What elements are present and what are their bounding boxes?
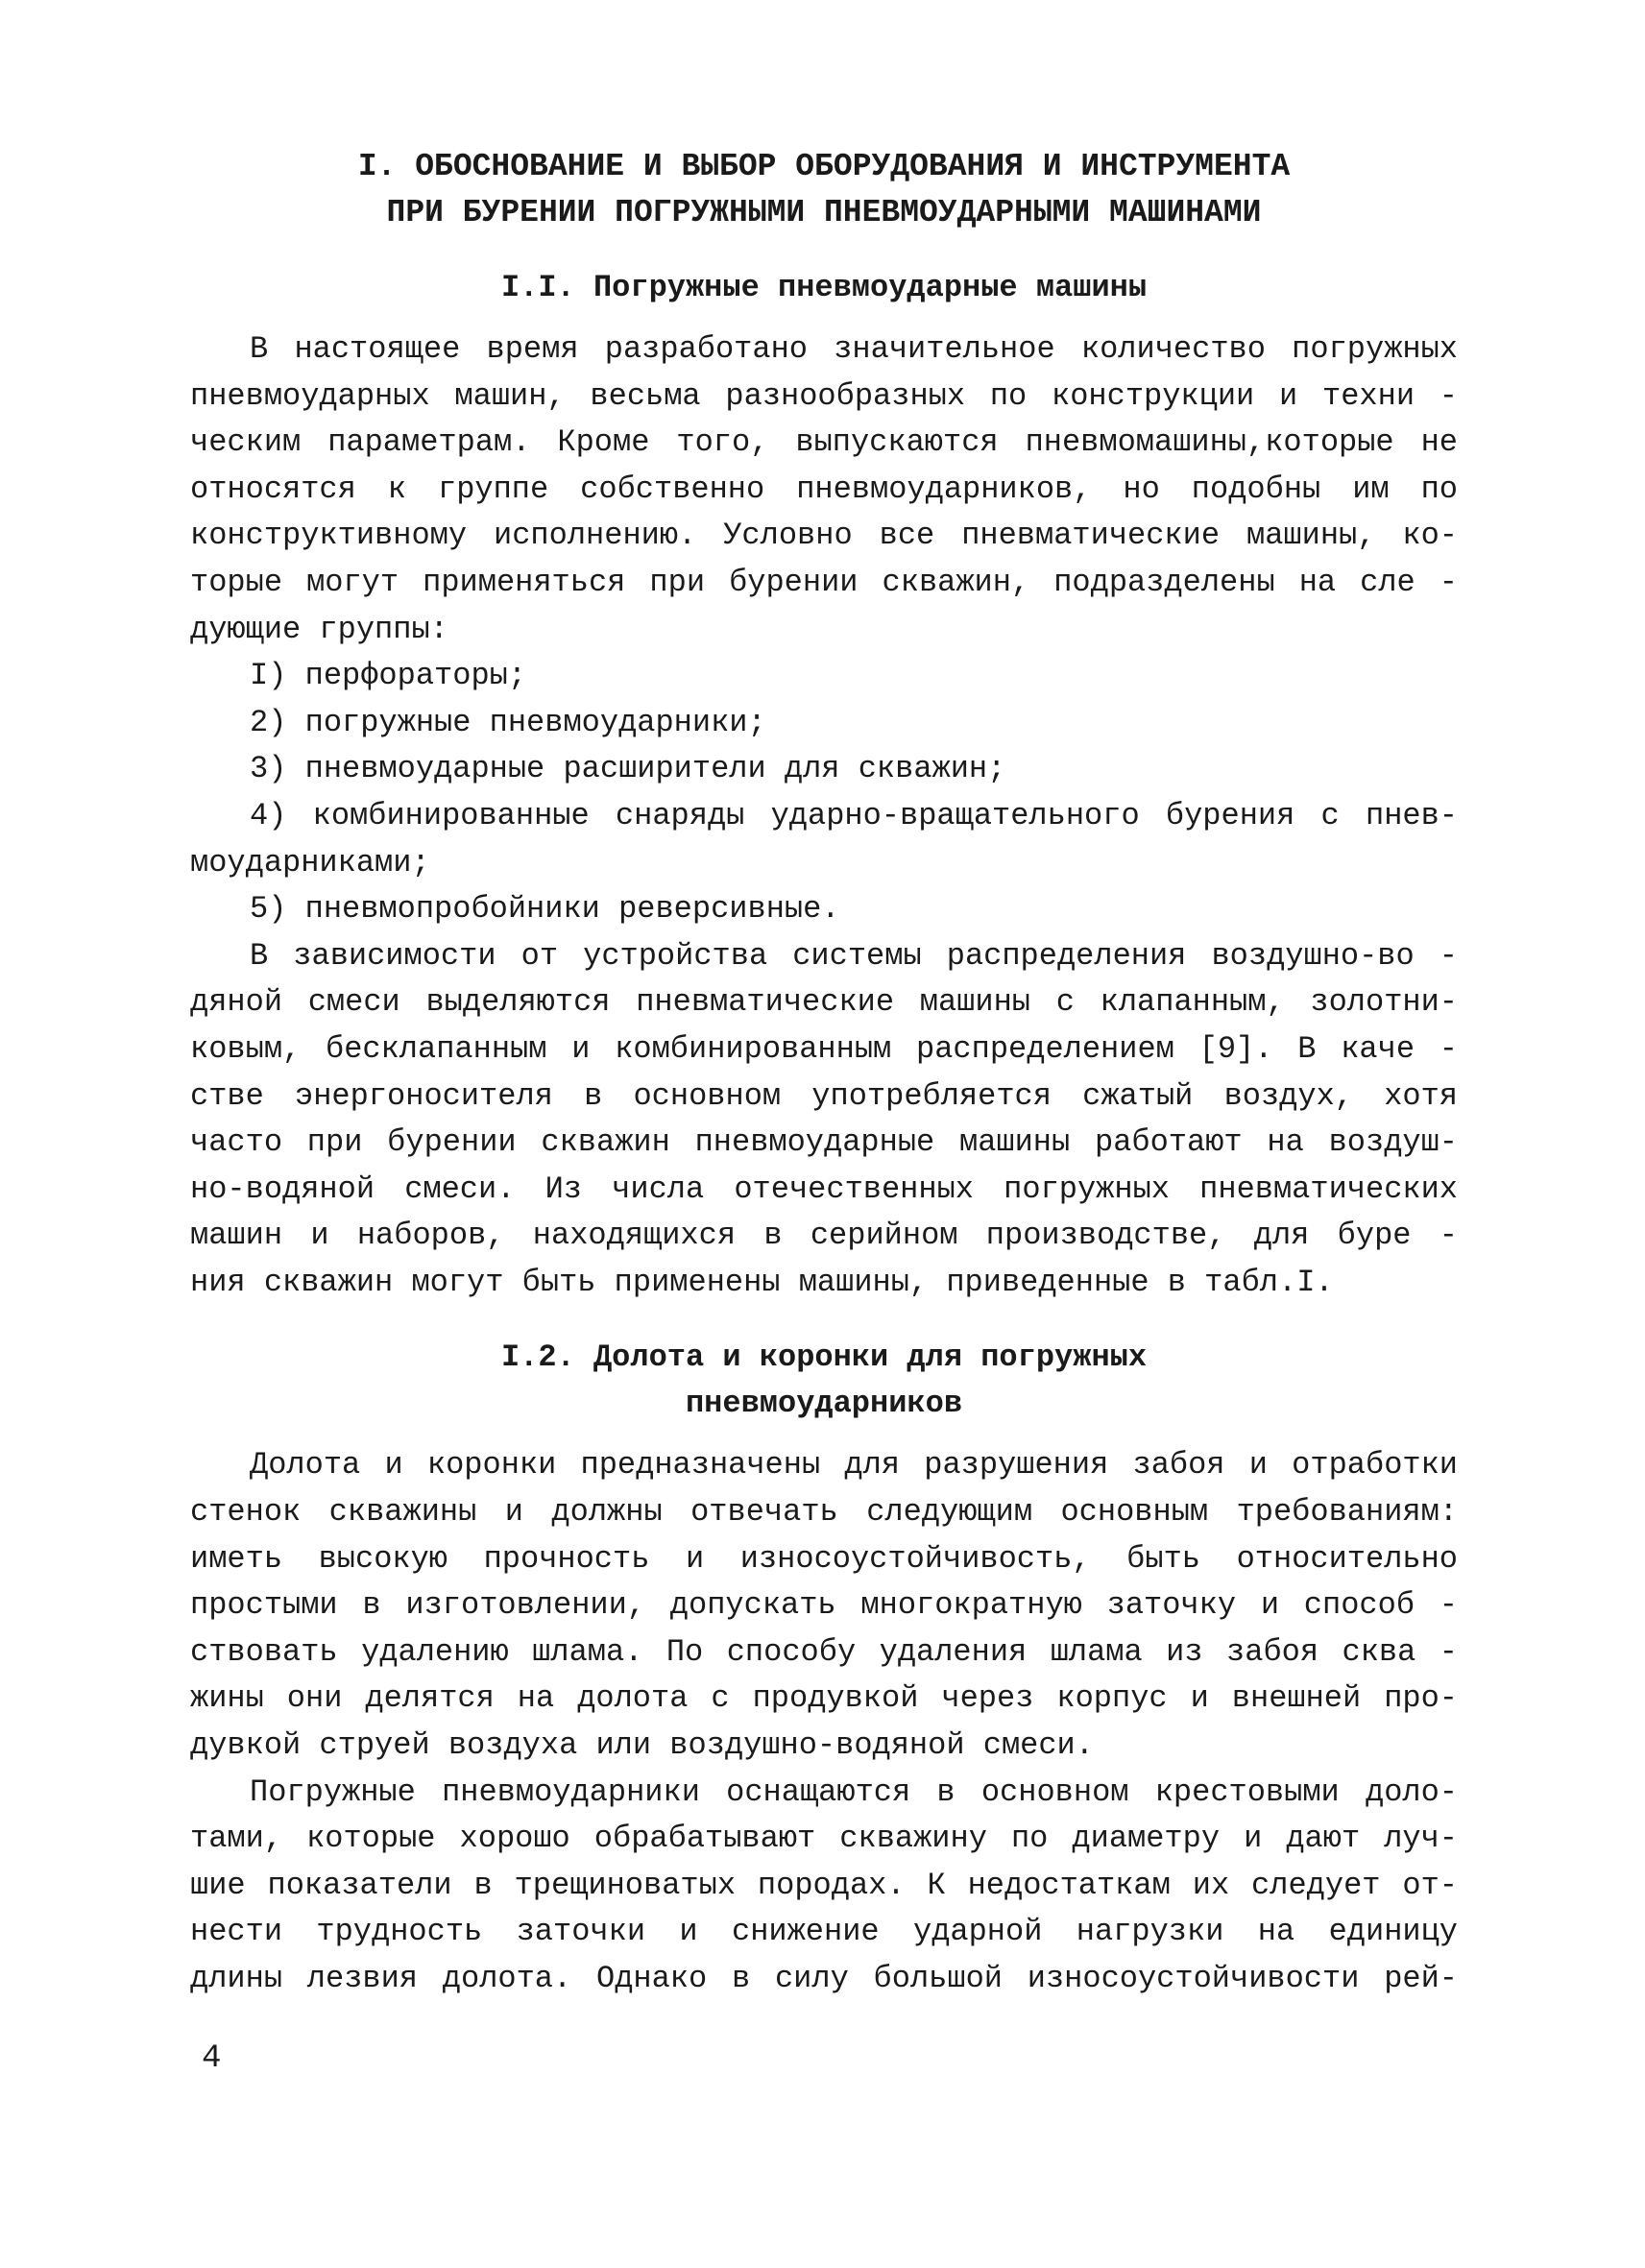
section-1-list — [190, 653, 1458, 933]
text-line: тами, которые хорошо обрабатывают скважину по диаметру и дают луч- — [190, 1821, 1458, 1857]
list-item: 2) погружные пневмоударники; — [250, 704, 766, 740]
text-line: Погружные пневмоударники оснащаются в основном крестовыми доло- — [250, 1773, 1458, 1810]
list-item: 5) пневмопробойники реверсивные. — [250, 891, 840, 928]
text-line: ковым, бесклапанным и комбинированным распределением [9]. В каче - — [190, 1030, 1458, 1067]
text-line: ствовать удалению шлама. По способу удаления шлама из забоя сква - — [190, 1633, 1458, 1670]
text-line: дующие группы: — [190, 611, 448, 647]
page-content — [190, 144, 1458, 2003]
chapter-heading — [190, 144, 1458, 236]
text-line: дяной смеси выделяются пневматические машины с клапанным, золотни- — [190, 984, 1458, 1021]
text-line: ческим параметрам. Кроме того, выпускаются пневмомашины,которые не — [190, 424, 1458, 461]
section-2-title-line-1: I.2. Долота и коронки для погружных — [500, 1339, 1148, 1376]
section-2-heading — [190, 1335, 1458, 1427]
list-item: I) перфораторы; — [250, 658, 527, 694]
text-line: пневмоударных машин, весьма разнообразных по конструкции и техни - — [190, 377, 1458, 414]
text-line: длины лезвия долота. Однако в силу большой износоустойчивости рей- — [190, 1961, 1458, 1996]
text-line: В зависимости от устройства системы распределения воздушно-во - — [250, 937, 1458, 974]
text-line: простыми в изготовлении, допускать многократную заточку и способ - — [190, 1587, 1458, 1624]
section-1-title: I.I. Погружные пневмоударные машины — [500, 270, 1148, 305]
list-item: 4) комбинированные снаряды ударно-вращательного бурения с пнев- — [250, 797, 1458, 833]
text-line: шие показатели в трещиноватых породах. К недостаткам их следует от- — [190, 1867, 1458, 1903]
text-line: часто при бурении скважин пневмоударные машины работают на воздуш- — [190, 1124, 1458, 1161]
section-1-heading — [190, 265, 1458, 311]
section-1-paragraph-2 — [190, 933, 1458, 1307]
page-number: 4 — [202, 2040, 222, 2077]
list-item-continuation: моударниками; — [190, 844, 430, 881]
text-line: торые могут применяться при бурении скважин, подразделены на сле - — [190, 564, 1458, 600]
section-2-paragraph-1 — [190, 1442, 1458, 1769]
text-line: стенок скважины и должны отвечать следующим основным требованиям: — [190, 1494, 1458, 1531]
list-item: 3) пневмоударные расширители для скважин; — [250, 751, 1006, 787]
text-line: но-водяной смеси. Из числа отечественных погружных пневматических — [190, 1170, 1458, 1207]
section-2-title-line-2: пневмоударников — [685, 1386, 963, 1422]
text-line: Долота и коронки предназначены для разрушения забоя и отработки — [250, 1447, 1458, 1484]
text-line: В настоящее время разработано значительное количество погружных — [250, 331, 1458, 367]
section-2-paragraph-2 — [190, 1770, 1458, 2003]
text-line: дувкой струей воздуха или воздушно-водяной смеси. — [190, 1727, 1094, 1764]
chapter-heading-line-1: I. ОБОСНОВАНИЕ И ВЫБОР ОБОРУДОВАНИЯ И ИНСТРУМЕНТА — [357, 149, 1291, 184]
text-line: нести трудность заточки и снижение ударной нагрузки на единицу — [190, 1914, 1458, 1950]
chapter-heading-line-2: ПРИ БУРЕНИИ ПОГРУЖНЫМИ ПНЕВМОУДАРНЫМИ МАШИНАМИ — [386, 195, 1262, 230]
section-1-paragraph-1 — [190, 326, 1458, 653]
text-line: машин и наборов, находящихся в серийном производстве, для буре - — [190, 1218, 1458, 1254]
text-line: иметь высокую прочность и износоустойчивость, быть относительно — [190, 1540, 1458, 1577]
text-line: ния скважин могут быть применены машины, приведенные в табл.I. — [190, 1264, 1334, 1300]
text-line: относятся к группе собственно пневмоударников, но подобны им по — [190, 470, 1458, 507]
text-line: стве энергоносителя в основном употребляется сжатый воздух, хотя — [190, 1077, 1458, 1114]
text-line: конструктивному исполнению. Условно все пневматические машины, ко- — [190, 518, 1458, 554]
text-line: жины они делятся на долота с продувкой через корпус и внешней про- — [190, 1680, 1458, 1717]
